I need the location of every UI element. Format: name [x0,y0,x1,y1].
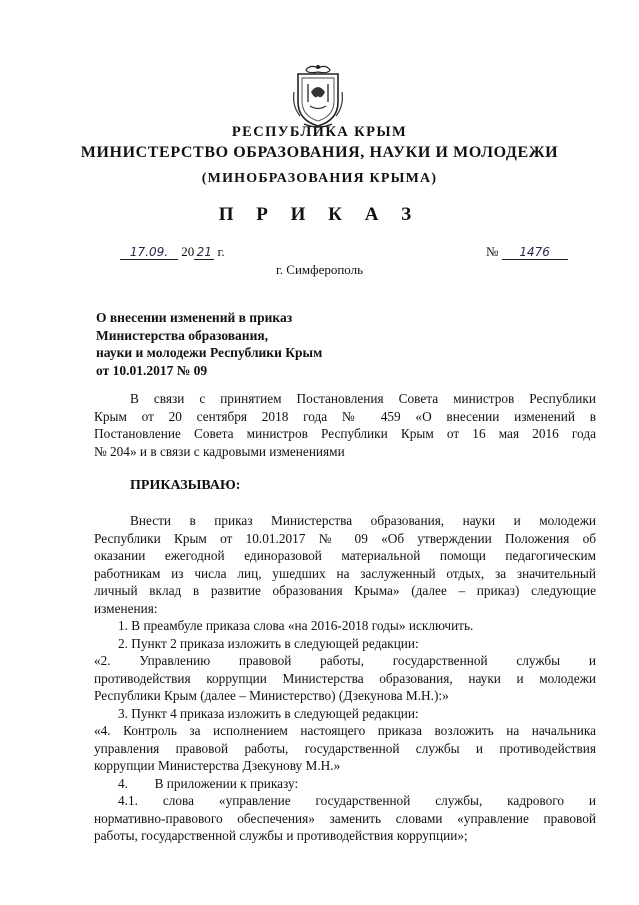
order-number [486,244,568,260]
text-line: Республики Крым от 10.01.2017 № 09 «Об утверждении Положения об [94,530,596,546]
text-line: оказании ежегодной единоразовой материальной помощи педагогическим [94,548,596,563]
city-label: г. Симферополь [275,262,364,277]
handwritten-year: 21 [196,245,212,259]
order-date [120,244,225,260]
list-item: 4.1. слова «управление государственной службы, кадрового и [118,793,596,808]
order-subject [96,309,322,379]
order-directive: ПРИКАЗЫВАЮ: [130,478,241,493]
text-line: нормативно-правового обеспечения» заменить словами «управление правовой [94,810,596,826]
text-line: работникам из числа лиц, ушедших на заслуженный отдых, за значительный [94,565,596,581]
list-item: 4. В приложении к приказу: [118,775,299,791]
preamble-paragraph [94,390,596,460]
text-line: Постановление Совета министров Республики Крым от 16 мая 2016 года [94,426,596,441]
handwritten-date: 17.09. [129,245,169,259]
text-line: Крым от 20 сентября 2018 года № 459 «О внесении изменений в [94,408,596,424]
crimea-coat-of-arms-icon [290,62,346,130]
handwritten-number: 1476 [519,245,550,259]
document-title: П Р И К А З [218,204,421,225]
text-line: работы, государственной службы и противодействия коррупции»; [94,828,468,843]
text-line: изменения: [94,600,158,616]
year-prefix: 20 [181,244,195,259]
text-line: № 204» и в связи с кадровыми изменениями [94,443,345,459]
number-sign: № [486,244,499,259]
text-line: «4. Контроль за исполнением настоящего приказа возложить на начальника [94,723,596,738]
list-item: 3. Пункт 4 приказа изложить в следующей редакции: [118,705,419,721]
text-line: управления правовой работы, государственной службы и противодействия [94,740,596,756]
subject-line: от 10.01.2017 № 09 [96,362,208,378]
text-line: противодействия коррупции Министерства образования, науки и молодежи [94,670,596,686]
text-line: В связи с принятием Постановления Совета министров Республики [130,391,596,406]
text-line: «2. Управлению правовой работы, государственной службы и [94,653,596,668]
order-body [94,512,596,845]
subject-line: О внесении изменений в приказ [96,310,293,325]
text-line: Республики Крым (далее – Министерство) (Дзекунова М.Н.):» [94,688,449,703]
subject-line: Министерства образования, [96,327,269,343]
list-item: 1. В преамбуле приказа слова «на 2016-2018 годы» исключить. [118,618,474,633]
list-item: 2. Пункт 2 приказа изложить в следующей редакции: [118,635,419,651]
text-line: коррупции Министерства Дзекунову М.Н.» [94,758,341,773]
ministry-heading: МИНИСТЕРСТВО ОБРАЗОВАНИЯ, НАУКИ И МОЛОДЕЖИ [80,144,559,161]
ministry-short-heading: (МИНОБРАЗОВАНИЯ КРЫМА) [201,171,438,186]
year-suffix: г. [217,244,225,259]
republic-heading: РЕСПУБЛИКА КРЫМ [231,124,408,140]
subject-line: науки и молодежи Республики Крым [96,345,323,360]
text-line: Внести в приказ Министерства образования, науки и молодежи [130,513,596,528]
text-line: личный вклад в развитие образования Крыма» (далее – приказ) следующие [94,583,596,598]
